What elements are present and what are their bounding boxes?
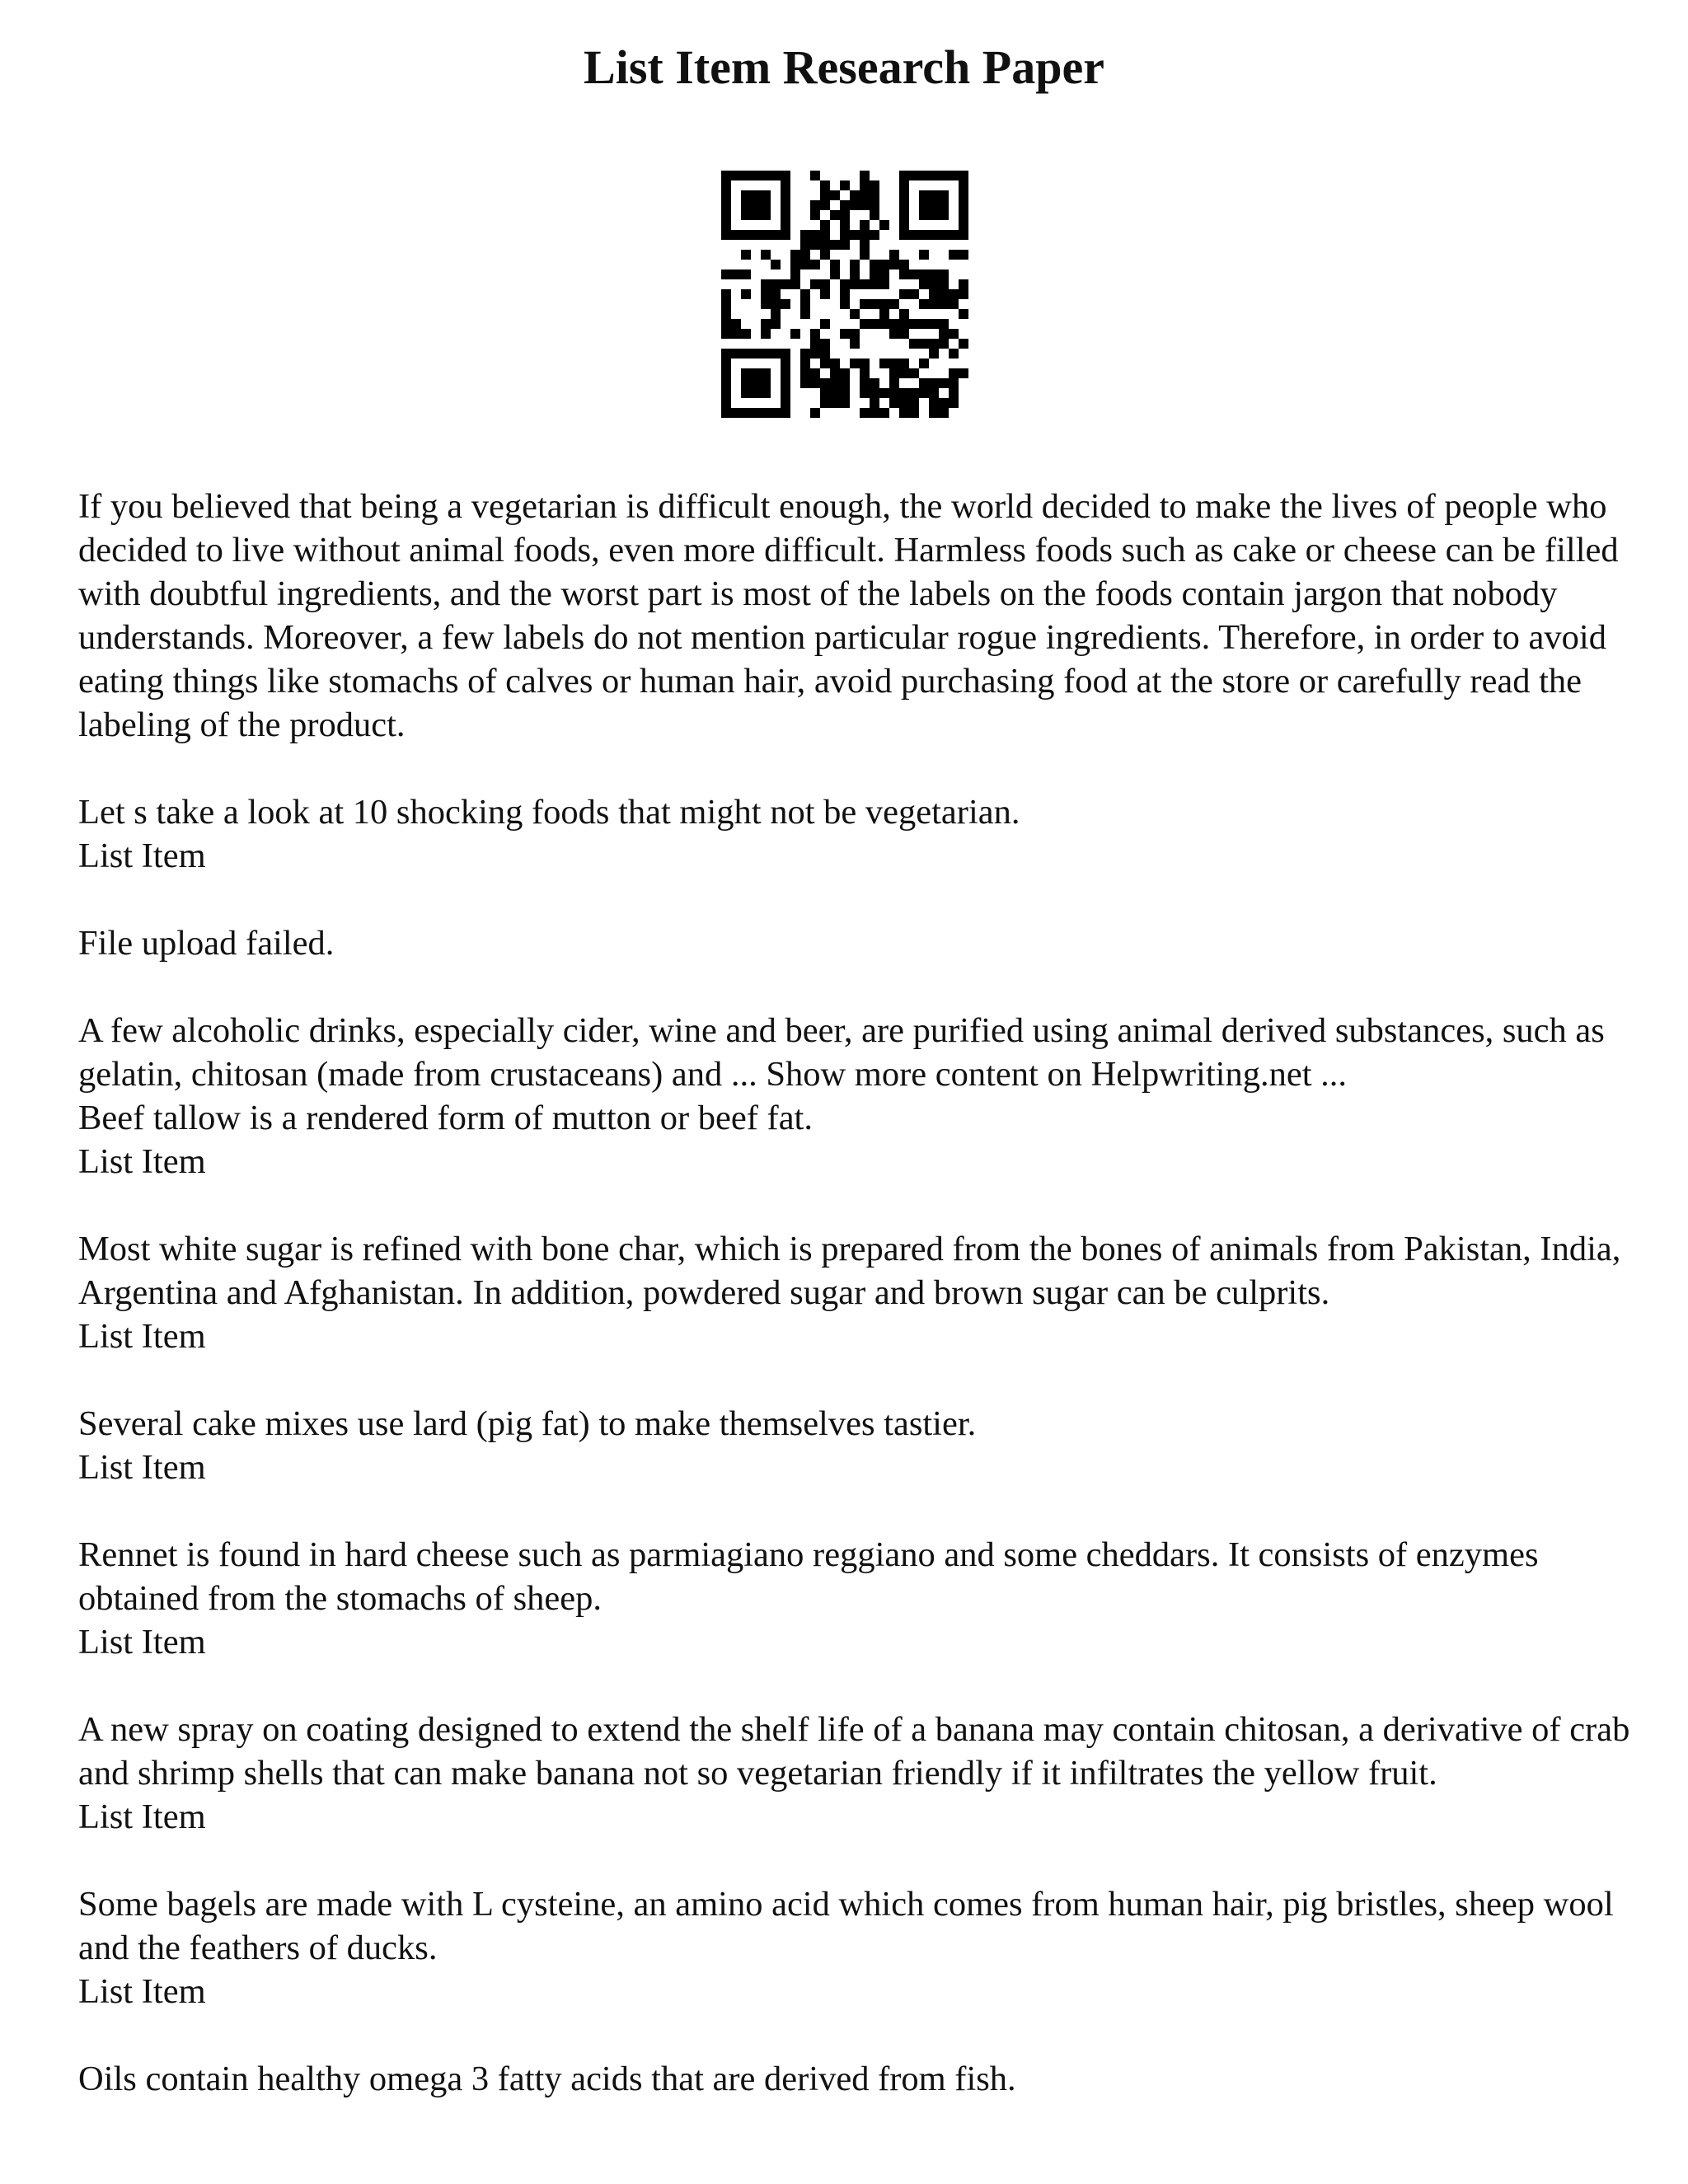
paragraph-sugar: Most white sugar is refined with bone char, which is prepared from the bones of animals from Pakistan, India, Argentina and Afghanistan. In addition, powdered sugar and brown sugar can be culprits. [78,1230,1621,1312]
paragraph-rennet: Rennet is found in hard cheese such as parmiagiano reggiano and some cheddars. It consists of enzymes obtained from the stomachs of sheep. [78,1535,1539,1618]
list-item-label: List Item [78,837,206,875]
paragraph-bagels: Some bagels are made with L cysteine, an amino acid which comes from human hair, pig bristles, sheep wool and the feathers of ducks. [78,1885,1614,1967]
paragraph-oils: Oils contain healthy omega 3 fatty acids that are derived from fish. [78,2060,1016,2098]
page-title: List Item Research Paper [584,40,1104,94]
list-item-label: List Item [78,1623,206,1661]
list-item-label: List Item [78,1448,206,1487]
list-item-label: List Item [78,1797,206,1836]
paragraph-tallow: Beef tallow is a rendered form of mutton or beef fat. [78,1099,813,1137]
paragraph-lead-in: Let s take a look at 10 shocking foods that might not be vegetarian. [78,793,1020,832]
paragraph-intro: If you believed that being a vegetarian is difficult enough, the world decided to make the lives of people who decided to live without animal foods, even more difficult. Harmless foods such as cake or cheese can be filled with doubtful ingredients, and the worst part is most of the labels on the foods contain jargon that nobody understands. Moreover, a few labels do not mention particular rogue ingredients. Therefore, in order to avoid eating things like stomachs of calves or human hair, avoid purchasing food at the store or carefully read the labeling of the product. [78,487,1619,744]
paragraph-alcohol: A few alcoholic drinks, especially cider, wine and beer, are purified using animal derived substances, such as gelatin, chitosan (made from crustaceans) and ... Show more content on Helpwriting.net ... [78,1011,1605,1094]
paragraph-cake-mix: Several cake mixes use lard (pig fat) to make themselves tastier. [78,1404,977,1443]
list-item-label: List Item [78,1972,206,2011]
document-body [78,485,1644,2101]
paragraph-banana: A new spray on coating designed to extend the shelf life of a banana may contain chitosan, a derivative of crab and shrimp shells that can make banana not so vegetarian friendly if it infiltrates the yellow fruit. [78,1710,1630,1793]
list-item-label: List Item [78,1142,206,1181]
upload-failed-notice: File upload failed. [78,924,335,963]
list-item-label: List Item [78,1317,206,1356]
qr-code-icon [721,171,968,418]
